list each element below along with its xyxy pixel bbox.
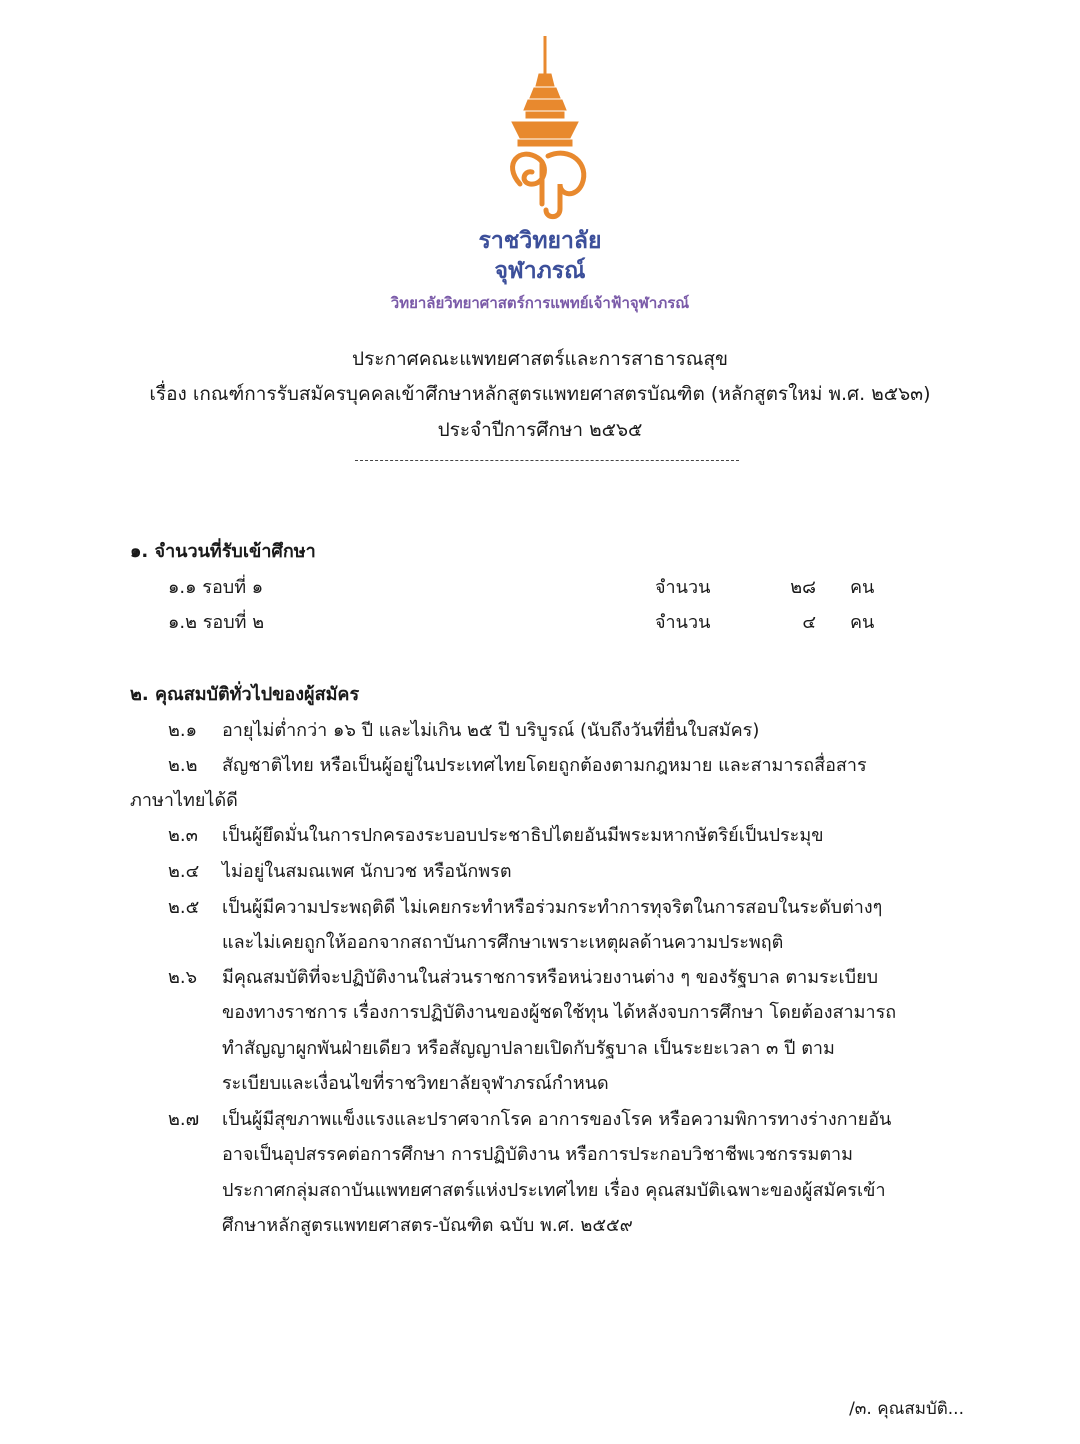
- item-text-line: ศึกษาหลักสูตรแพทยศาสตร-บัณฑิต ฉบับ พ.ศ. ๒๕๕๙: [222, 1215, 633, 1236]
- item-number: ๒.๗: [168, 1109, 200, 1130]
- announcement-title: ประกาศคณะแพทยศาสตร์และการสาธารณสุข: [352, 348, 728, 370]
- divider: [355, 460, 739, 461]
- section1-row-count: ๒๘: [790, 577, 816, 598]
- item-text-line: อายุไม่ต่ำกว่า ๑๖ ปี และไม่เกิน ๒๕ ปี บริบูรณ์ (นับถึงวันที่ยื่นใบสมัคร): [222, 720, 760, 741]
- item-text-line: ภาษาไทยได้ดี: [130, 790, 238, 811]
- section1-row-count: ๔: [802, 612, 816, 633]
- item-text-line: ของทางราชการ เรื่องการปฏิบัติงานของผู้ชดใช้ทุน ได้หลังจบการศึกษา โดยต้องสามารถ: [222, 1002, 897, 1023]
- item-number: ๒.๒: [168, 755, 198, 776]
- section1-row-unit: คน: [850, 577, 875, 598]
- item-text-line: และไม่เคยถูกให้ออกจากสถาบันการศึกษาเพราะเหตุผลด้านความประพฤติ: [222, 932, 784, 953]
- item-number: ๒.๕: [168, 897, 200, 918]
- section1-row-label: ๑.๒ รอบที่ ๒: [168, 612, 265, 633]
- item-text-line: ทำสัญญาผูกพันฝ่ายเดียว หรือสัญญาปลายเปิดกับรัฐบาล เป็นระยะเวลา ๓ ปี ตาม: [222, 1038, 835, 1059]
- item-number: ๒.๖: [168, 967, 198, 988]
- college-emblem-logo: [490, 34, 600, 224]
- item-text-line: เป็นผู้มีสุขภาพแข็งแรงและปราศจากโรค อาการของโรค หรือความพิการทางร่างกายอัน: [222, 1109, 892, 1130]
- item-text-line: ประกาศกลุ่มสถาบันแพทยศาสตร์แห่งประเทศไทย เรื่อง คุณสมบัติเฉพาะของผู้สมัครเข้า: [222, 1180, 886, 1201]
- item-number: ๒.๑: [168, 720, 198, 741]
- item-number: ๒.๔: [168, 861, 200, 882]
- item-text-line: มีคุณสมบัติที่จะปฏิบัติงานในส่วนราชการหรือหน่วยงานต่าง ๆ ของรัฐบาล ตามระเบียบ: [222, 967, 879, 988]
- section1-row-word: จำนวน: [655, 577, 711, 598]
- item-text-line: สัญชาติไทย หรือเป็นผู้อยู่ในประเทศไทยโดยถูกต้องตามกฎหมาย และสามารถสื่อสาร: [222, 755, 867, 776]
- brand-name-line2: จุฬาภรณ์: [494, 258, 586, 284]
- section2-heading: ๒. คุณสมบัติทั่วไปของผู้สมัคร: [130, 684, 360, 705]
- section1-row-word: จำนวน: [655, 612, 711, 633]
- announcement-subject: เรื่อง เกณฑ์การรับสมัครบุคคลเข้าศึกษาหลักสูตรแพทยศาสตรบัณฑิต (หลักสูตรใหม่ พ.ศ. ๒๕๖๓): [149, 383, 931, 405]
- academic-year: ประจำปีการศึกษา ๒๕๖๕: [437, 419, 643, 441]
- item-text-line: เป็นผู้ยึดมั่นในการปกครองระบอบประชาธิปไตยอันมีพระมหากษัตริย์เป็นประมุข: [222, 825, 824, 846]
- section1-heading: ๑. จำนวนที่รับเข้าศึกษา: [130, 541, 316, 562]
- brand-name-line1: ราชวิทยาลัย: [478, 228, 602, 254]
- continuation-marker: /๓. คุณสมบัติ...: [849, 1399, 964, 1419]
- brand-subtitle: วิทยาลัยวิทยาศาสตร์การแพทย์เจ้าฟ้าจุฬาภรณ์: [390, 294, 690, 312]
- item-text-line: เป็นผู้มีความประพฤติดี ไม่เคยกระทำหรือร่วมกระทำการทุจริตในการสอบในระดับต่างๆ: [222, 897, 883, 918]
- section1-row-unit: คน: [850, 612, 875, 633]
- section1-row-label: ๑.๑ รอบที่ ๑: [168, 577, 264, 598]
- item-text-line: ระเบียบและเงื่อนไขที่ราชวิทยาลัยจุฬาภรณ์กำหนด: [222, 1073, 609, 1094]
- item-number: ๒.๓: [168, 825, 198, 846]
- item-text-line: อาจเป็นอุปสรรคต่อการศึกษา การปฏิบัติงาน หรือการประกอบวิชาชีพเวชกรรมตาม: [222, 1144, 854, 1165]
- item-text-line: ไม่อยู่ในสมณเพศ นักบวช หรือนักพรต: [222, 861, 512, 882]
